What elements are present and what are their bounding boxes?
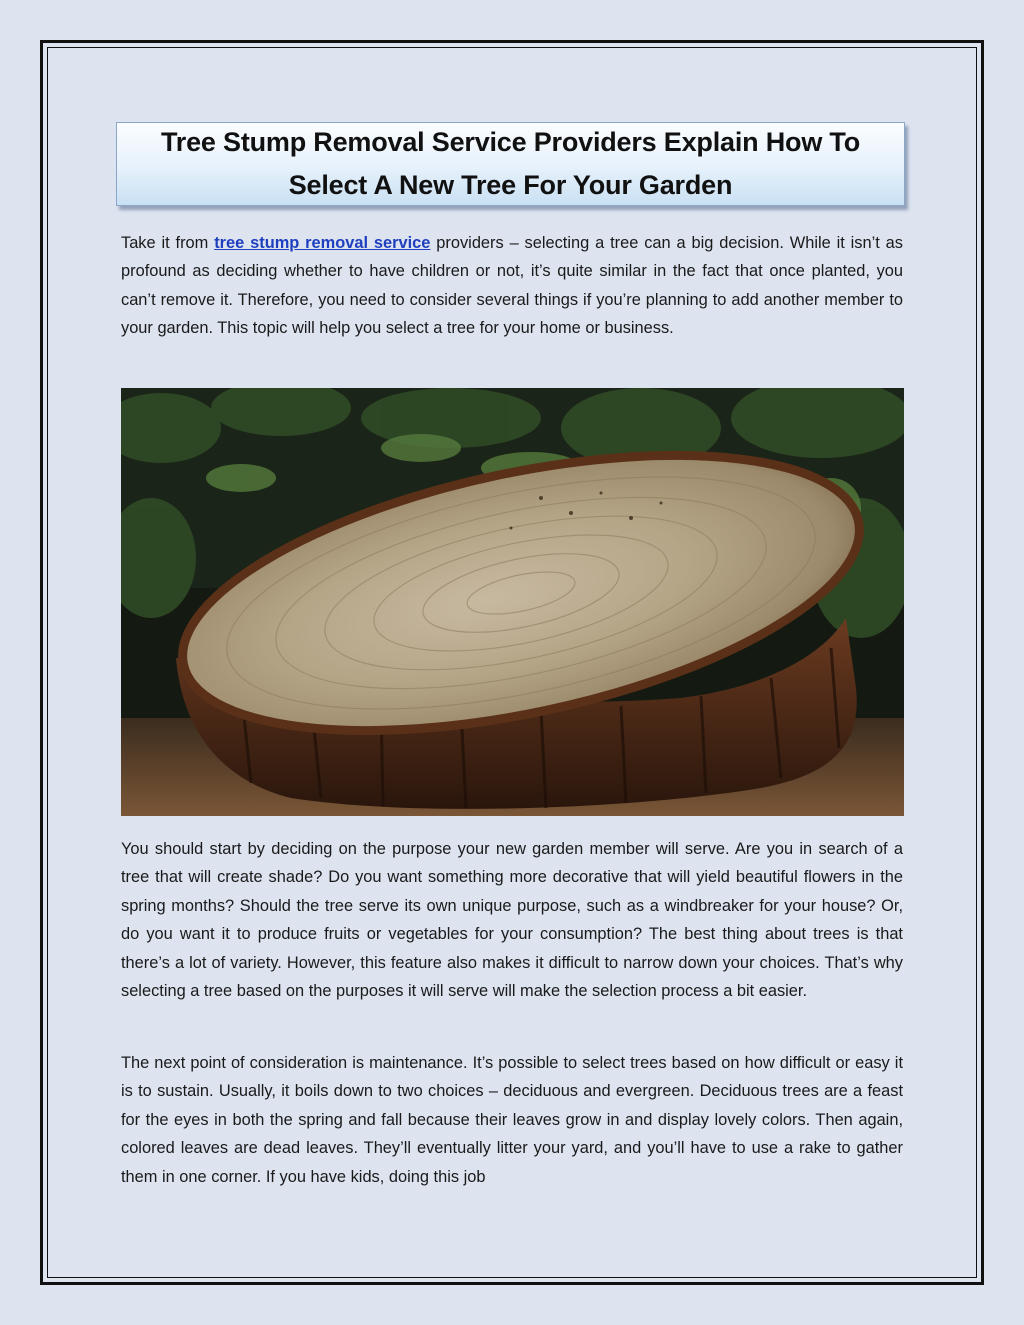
intro-paragraph: [121, 229, 903, 343]
intro-text-before-link: Take it from: [121, 234, 215, 252]
purpose-paragraph: You should start by deciding on the purpose your new garden member will serve. Are you in search of a tree that will create shade? Do you want something more decorative that will yield beautiful flowers in the spring months? Should the tree serve its own unique purpose, such as a windbreaker for your house? Or, do you want it to produce fruits or vegetables for your consumption? The best thing about trees is that there’s a lot of variety. However, this feature also makes it difficult to narrow down your choices. That’s why selecting a tree based on the purposes it will serve will make the selection process a bit easier.: [121, 840, 903, 1001]
tree-stump-photo: [121, 388, 904, 816]
maintenance-paragraph: The next point of consideration is maintenance. It’s possible to select trees based on how difficult or easy it is to sustain. Usually, it boils down to two choices – deciduous and evergreen. Deciduous trees are a feast for the eyes in both the spring and fall because their leaves grow in and display lovely colors. Then again, colored leaves are dead leaves. They’ll eventually litter your yard, and you’ll have to use a rake to gather them in one corner. If you have kids, doing this job: [121, 1054, 903, 1186]
title-box: [116, 122, 905, 206]
tree-stump-removal-service-link[interactable]: tree stump removal service: [214, 234, 431, 252]
intro-text-after-link: providers – selecting a tree can a big decision. While it isn’t as profound as deciding whether to have children or not, it’s quite similar in the fact that once planted, you can’t remove it. Therefore, you need to consider several things if you’re planning to add another member to your garden. This topic will help you select a tree for your home or business.: [121, 234, 903, 338]
page-title: Tree Stump Removal Service Providers Explain How To Select A New Tree For Your Garden: [160, 127, 861, 200]
